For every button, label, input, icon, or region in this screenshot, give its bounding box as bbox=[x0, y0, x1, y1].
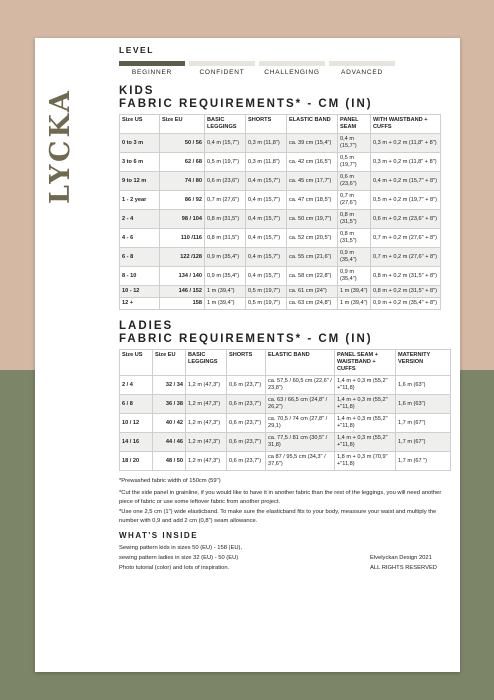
note-line: *Use one 2,5 cm (1") wide elasticband. To make sure the elasticband fits to your body, meassure your waist and multiply the number with 0,9 and add 2 cm (0,8") seam allowance. bbox=[119, 508, 437, 524]
table-cell: ca. 61 cm (24") bbox=[287, 286, 338, 298]
kids-heading bbox=[119, 85, 453, 111]
note-line: *Cut the side panel in grainline, if you would like to have it in another fabric than the rest of the leggings, you will need another piece of fabric or use some leftover fabric from another project. bbox=[119, 489, 442, 505]
table-cell: ca. 58 cm (22,8") bbox=[287, 267, 338, 286]
table-cell: 0,6 m (23,7") bbox=[227, 395, 266, 414]
table-cell: 0,6 m (23,6") bbox=[338, 172, 371, 191]
table-cell: 74 / 80 bbox=[160, 172, 205, 191]
table-cell: 0,6 m (23,6") bbox=[205, 172, 246, 191]
table-cell: 0,9 m + 0,2 m (35,4" + 8") bbox=[371, 298, 441, 310]
table-cell: 0,5 m (19,7") bbox=[338, 153, 371, 172]
table-cell: 0,7 m (27,6") bbox=[205, 191, 246, 210]
level-label: CONFIDENT bbox=[199, 69, 245, 76]
table-cell: 10 - 12 bbox=[120, 286, 160, 298]
table-cell: 0,4 m (15,7") bbox=[205, 134, 246, 153]
table-cell: 0,8 m (31,5") bbox=[338, 210, 371, 229]
ladies-table-body bbox=[120, 376, 451, 471]
table-cell: 4 - 6 bbox=[120, 229, 160, 248]
table-cell: ca 87 / 95,5 cm (34,3" / 37,6") bbox=[266, 452, 335, 471]
table-header-cell: PANEL SEAM + WAISTBAND + CUFFS bbox=[335, 350, 396, 376]
table-cell: 0,9 m (35,4") bbox=[205, 267, 246, 286]
table-cell: 1,4 m + 0,3 m (55,2" +"11,8) bbox=[335, 376, 396, 395]
table-cell: 0,6 m (23,7") bbox=[227, 414, 266, 433]
table-cell: 1,2 m (47,3") bbox=[186, 376, 227, 395]
table-cell: ca. 47 cm (18,5") bbox=[287, 191, 338, 210]
table-cell: 0,9 m (35,4") bbox=[205, 248, 246, 267]
table-row bbox=[120, 267, 441, 286]
table-cell: 0,4 m (15,7") bbox=[246, 210, 287, 229]
table-cell: 1 m (39,4") bbox=[205, 298, 246, 310]
table-row bbox=[120, 433, 451, 452]
inside-line: Sewing pattern kids in sizes 50 (EU) - 158 (EU), bbox=[119, 544, 243, 551]
table-cell: 0,3 m + 0,2 m (11,8" + 8") bbox=[371, 153, 441, 172]
table-cell: 1 - 2 year bbox=[120, 191, 160, 210]
table-cell: 0 to 3 m bbox=[120, 134, 160, 153]
table-cell: ca. 45 cm (17,7") bbox=[287, 172, 338, 191]
table-cell: 3 to 6 m bbox=[120, 153, 160, 172]
table-header-cell: PANEL SEAM bbox=[338, 115, 371, 134]
table-cell: 6 / 8 bbox=[120, 395, 153, 414]
table-row bbox=[120, 134, 441, 153]
table-cell: 1,6 m (63") bbox=[396, 376, 451, 395]
table-row bbox=[120, 395, 451, 414]
kids-title: KIDS bbox=[119, 85, 155, 97]
table-cell: 48 / 50 bbox=[153, 452, 186, 471]
table-cell: 1,4 m + 0,3 m (55,2" +"11,8) bbox=[335, 395, 396, 414]
table-row bbox=[120, 172, 441, 191]
notes bbox=[119, 477, 453, 527]
table-cell: ca. 77,5 / 81 cm (30,5" / 31,8) bbox=[266, 433, 335, 452]
level-label: ADVANCED bbox=[340, 69, 384, 76]
table-cell: 1,4 m + 0,3 m (55,2" +"11,8) bbox=[335, 414, 396, 433]
table-row bbox=[120, 210, 441, 229]
table-row bbox=[120, 376, 451, 395]
table-header-cell: Size EU bbox=[160, 115, 205, 134]
table-cell: 0,6 m + 0,2 m (23,6" + 8") bbox=[371, 210, 441, 229]
table-cell: 1,6 m (63") bbox=[396, 395, 451, 414]
table-cell: 14 / 16 bbox=[120, 433, 153, 452]
level-title: LEVEL bbox=[119, 45, 154, 55]
table-header-cell: BASIC LEGGINGS bbox=[186, 350, 227, 376]
table-cell: 0,4 m + 0,2 m (15,7" + 8") bbox=[371, 172, 441, 191]
table-cell: 1,7 m (67 ") bbox=[396, 452, 451, 471]
table-cell: 0,5 m + 0,2 m (19,7" + 8") bbox=[371, 191, 441, 210]
table-cell: 0,4 m (15,7") bbox=[246, 248, 287, 267]
table-row bbox=[120, 298, 441, 310]
credits bbox=[370, 553, 437, 573]
ladies-table-header bbox=[120, 350, 451, 376]
kids-subtitle: FABRIC REQUIREMENTS* - CM (IN) bbox=[119, 98, 373, 110]
table-cell: 0,7 m + 0,2 m (27,6" + 8") bbox=[371, 248, 441, 267]
table-cell: 12 + bbox=[120, 298, 160, 310]
level-segment-beginner bbox=[119, 61, 185, 66]
table-row bbox=[120, 414, 451, 433]
table-header-cell: MATERNITY VERSION bbox=[396, 350, 451, 376]
table-header-cell: WITH WAISTBAND + CUFFS bbox=[371, 115, 441, 134]
table-cell: ca. 52 cm (20,5") bbox=[287, 229, 338, 248]
whats-inside-title: WHAT'S INSIDE bbox=[119, 530, 199, 540]
table-cell: 1 m (39,4") bbox=[338, 286, 371, 298]
table-cell: 0,4 m (15,7") bbox=[246, 172, 287, 191]
kids-fabric-table bbox=[119, 114, 441, 310]
table-row bbox=[120, 191, 441, 210]
table-cell: 1,2 m (47,3") bbox=[186, 452, 227, 471]
credit-line: Elvelyckan Design 2021 bbox=[369, 554, 432, 561]
table-row bbox=[120, 229, 441, 248]
table-cell: 32 / 34 bbox=[153, 376, 186, 395]
table-cell: 0,8 m + 0,2 m (31,5" + 8") bbox=[371, 286, 441, 298]
table-cell: ca. 70,5 / 74 cm (27,8" / 29,1) bbox=[266, 414, 335, 433]
table-cell: 44 / 46 bbox=[153, 433, 186, 452]
level-segment-challenging bbox=[259, 61, 325, 66]
inside-line: Photo tutorial (color) and lots of inspiration. bbox=[119, 564, 230, 571]
whats-inside bbox=[119, 543, 453, 573]
table-cell: 0,8 m + 0,2 m (31,5" + 8") bbox=[371, 267, 441, 286]
table-row bbox=[120, 248, 441, 267]
table-cell: 0,8 m (31,5") bbox=[205, 210, 246, 229]
table-cell: 1,2 m (47,3") bbox=[186, 433, 227, 452]
level-labels bbox=[119, 69, 453, 76]
table-cell: 0,9 m (35,4") bbox=[338, 248, 371, 267]
kids-table-body bbox=[120, 134, 441, 310]
table-cell: ca. 39 cm (15,4") bbox=[287, 134, 338, 153]
table-header-cell: ELASTIC BAND bbox=[266, 350, 335, 376]
ladies-subtitle: FABRIC REQUIREMENTS* - CM (IN) bbox=[119, 333, 373, 345]
brand-logo: LYCKA bbox=[45, 88, 76, 204]
table-cell: 134 / 140 bbox=[160, 267, 205, 286]
pattern-info-sheet bbox=[35, 38, 460, 672]
table-cell: 8 - 10 bbox=[120, 267, 160, 286]
table-cell: 0,3 m + 0,2 m (11,8" + 8") bbox=[371, 134, 441, 153]
whats-inside-list bbox=[119, 543, 242, 573]
table-header-cell: Size US bbox=[120, 350, 153, 376]
table-row bbox=[120, 286, 441, 298]
table-cell: 98 / 104 bbox=[160, 210, 205, 229]
ladies-title: LADIES bbox=[119, 320, 174, 332]
table-cell: 1 m (39,4") bbox=[338, 298, 371, 310]
table-cell: ca. 42 cm (16,5") bbox=[287, 153, 338, 172]
table-cell: 18 / 20 bbox=[120, 452, 153, 471]
table-cell: 0,5 m (19,7") bbox=[246, 286, 287, 298]
table-cell: ca. 50 cm (19,7") bbox=[287, 210, 338, 229]
table-row bbox=[120, 153, 441, 172]
level-label: CHALLENGING bbox=[264, 69, 320, 76]
table-cell: 1,2 m (47,3") bbox=[186, 395, 227, 414]
sheet-content bbox=[119, 45, 453, 573]
table-header-cell: SHORTS bbox=[227, 350, 266, 376]
table-cell: 0,6 m (23,7") bbox=[227, 376, 266, 395]
ladies-heading bbox=[119, 320, 453, 346]
kids-table-header bbox=[120, 115, 441, 134]
table-header-cell: BASIC LEGGINGS bbox=[205, 115, 246, 134]
table-cell: 0,5 m (19,7") bbox=[205, 153, 246, 172]
table-cell: 0,6 m (23,7") bbox=[227, 433, 266, 452]
table-cell: 62 / 68 bbox=[160, 153, 205, 172]
level-segment-confident bbox=[189, 61, 255, 66]
ladies-fabric-table bbox=[119, 349, 451, 471]
table-header-cell: ELASTIC BAND bbox=[287, 115, 338, 134]
table-cell: 1,7 m (67") bbox=[396, 414, 451, 433]
table-cell: ca. 55 cm (21,6") bbox=[287, 248, 338, 267]
table-cell: 40 / 42 bbox=[153, 414, 186, 433]
table-cell: 146 / 152 bbox=[160, 286, 205, 298]
table-cell: 1,2 m (47,3") bbox=[186, 414, 227, 433]
table-cell: ca. 63 / 66,5 cm (24,8" / 26,2") bbox=[266, 395, 335, 414]
table-cell: 9 to 12 m bbox=[120, 172, 160, 191]
table-cell: 2 - 4 bbox=[120, 210, 160, 229]
table-cell: 110 /116 bbox=[160, 229, 205, 248]
inside-line: sewing pattern ladies in size 32 (EU) - 50 (EU) bbox=[119, 554, 239, 561]
table-cell: 86 / 92 bbox=[160, 191, 205, 210]
table-header-cell: Size EU bbox=[153, 350, 186, 376]
table-cell: 0,6 m (23,7") bbox=[227, 452, 266, 471]
table-cell: 0,4 m (15,7") bbox=[246, 267, 287, 286]
credit-line: ALL RIGHTS RESERVED bbox=[369, 564, 437, 571]
table-cell: 0,8 m (31,5") bbox=[338, 229, 371, 248]
table-cell: 0,7 m + 0,2 m (27,6" + 8") bbox=[371, 229, 441, 248]
table-cell: ca. 57,5 / 60,5 cm (22,6" / 23,8") bbox=[266, 376, 335, 395]
table-cell: 0,4 m (15,7") bbox=[246, 229, 287, 248]
table-cell: 0,7 m (27,6") bbox=[338, 191, 371, 210]
table-cell: 0,8 m (31,5") bbox=[205, 229, 246, 248]
table-header-cell: Size US bbox=[120, 115, 160, 134]
table-cell: 10 / 12 bbox=[120, 414, 153, 433]
table-row bbox=[120, 452, 451, 471]
table-cell: 1,4 m + 0,3 m (55,2" +"11,8) bbox=[335, 433, 396, 452]
table-cell: 1,7 m (67") bbox=[396, 433, 451, 452]
table-cell: 0,4 m (15,7") bbox=[338, 134, 371, 153]
table-cell: 1 m (39,4") bbox=[205, 286, 246, 298]
table-cell: ca. 63 cm (24,8") bbox=[287, 298, 338, 310]
table-cell: 0,9 m (35,4") bbox=[338, 267, 371, 286]
level-bar bbox=[119, 61, 453, 66]
table-cell: 50 / 56 bbox=[160, 134, 205, 153]
table-cell: 0,4 m (15,7") bbox=[246, 191, 287, 210]
table-cell: 36 / 38 bbox=[153, 395, 186, 414]
table-cell: 2 / 4 bbox=[120, 376, 153, 395]
table-cell: 0,3 m (11,8") bbox=[246, 153, 287, 172]
level-segment-advanced bbox=[329, 61, 395, 66]
table-cell: 0,5 m (19,7") bbox=[246, 298, 287, 310]
table-cell: 158 bbox=[160, 298, 205, 310]
note-line: *Prewashed fabric width of 150cm (59") bbox=[119, 478, 221, 484]
level-label: BEGINNER bbox=[131, 69, 173, 76]
table-cell: 1,8 m + 0,3 m (70,9" +"11,8) bbox=[335, 452, 396, 471]
table-cell: 6 - 8 bbox=[120, 248, 160, 267]
table-header-cell: SHORTS bbox=[246, 115, 287, 134]
table-cell: 122 /128 bbox=[160, 248, 205, 267]
table-cell: 0,3 m (11,8") bbox=[246, 134, 287, 153]
